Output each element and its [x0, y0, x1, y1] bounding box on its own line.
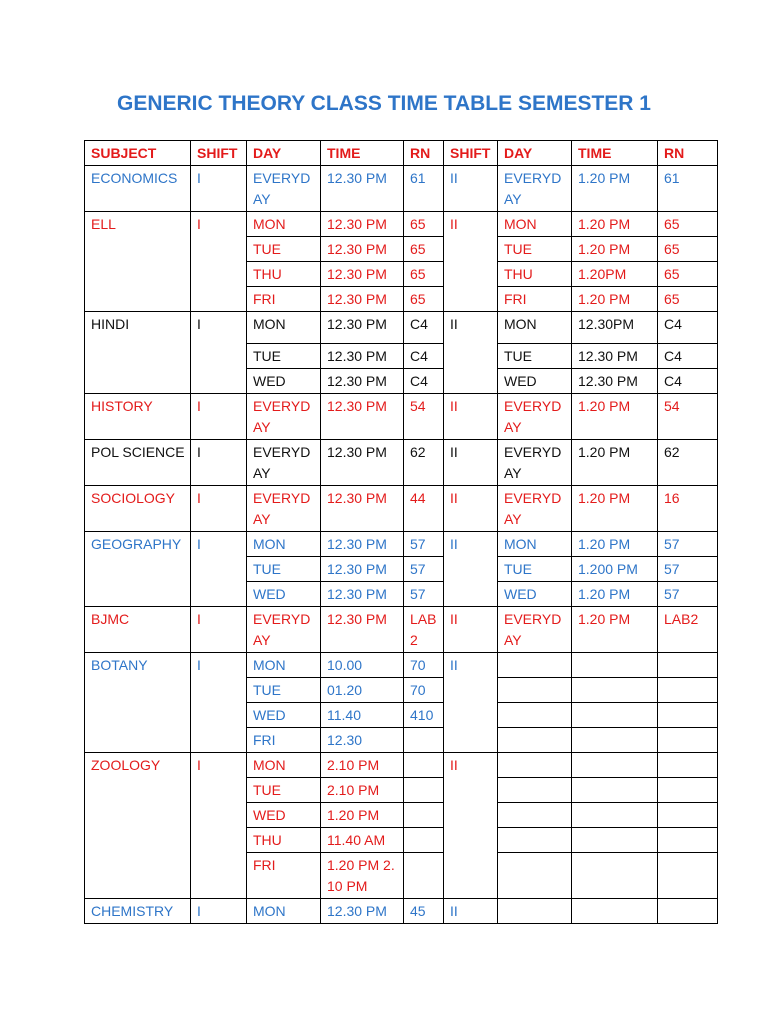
- time-cell: 12.30 PM: [321, 394, 404, 440]
- subject-cell: HISTORY: [85, 394, 191, 440]
- time-cell: 12.30 PM: [321, 369, 404, 394]
- subject-cell: BOTANY: [85, 653, 191, 753]
- day-2-cell: EVERYDAY: [498, 486, 572, 532]
- day-cell: WED: [247, 369, 321, 394]
- day-2-cell: [498, 728, 572, 753]
- rn-2-cell: [658, 853, 718, 899]
- time-cell: 12.30 PM: [321, 582, 404, 607]
- table-row: [85, 899, 718, 924]
- time-2-cell: 1.20 PM: [572, 440, 658, 486]
- rn-cell: 65: [404, 262, 444, 287]
- rn-cell: [404, 753, 444, 778]
- table-row: [85, 653, 718, 678]
- day-cell: FRI: [247, 287, 321, 312]
- day-cell: MON: [247, 899, 321, 924]
- rn-cell: 70: [404, 653, 444, 678]
- shift-cell: I: [191, 607, 247, 653]
- shift-cell: I: [191, 753, 247, 899]
- rn-2-cell: 62: [658, 440, 718, 486]
- time-cell: 12.30 PM: [321, 344, 404, 369]
- day-2-cell: [498, 828, 572, 853]
- time-2-cell: 1.20 PM: [572, 607, 658, 653]
- day-2-cell: FRI: [498, 287, 572, 312]
- day-cell: MON: [247, 532, 321, 557]
- shift-2-cell: II: [444, 212, 498, 312]
- rn-2-cell: [658, 778, 718, 803]
- day-2-cell: MON: [498, 532, 572, 557]
- rn-2-cell: [658, 803, 718, 828]
- day-cell: MON: [247, 753, 321, 778]
- header-day: DAY: [247, 141, 321, 166]
- time-2-cell: [572, 828, 658, 853]
- day-2-cell: MON: [498, 212, 572, 237]
- time-2-cell: 1.20 PM: [572, 394, 658, 440]
- day-2-cell: [498, 803, 572, 828]
- rn-2-cell: 54: [658, 394, 718, 440]
- time-cell: 12.30 PM: [321, 287, 404, 312]
- day-cell: EVERYDAY: [247, 440, 321, 486]
- shift-cell: I: [191, 440, 247, 486]
- shift-2-cell: II: [444, 394, 498, 440]
- day-cell: FRI: [247, 728, 321, 753]
- shift-cell: I: [191, 486, 247, 532]
- table-row: [85, 532, 718, 557]
- table-row: [85, 486, 718, 532]
- day-cell: TUE: [247, 557, 321, 582]
- shift-2-cell: II: [444, 312, 498, 394]
- page-title: GENERIC THEORY CLASS TIME TABLE SEMESTER 1: [116, 92, 651, 115]
- rn-cell: 65: [404, 212, 444, 237]
- time-cell: 12.30 PM: [321, 212, 404, 237]
- rn-2-cell: 61: [658, 166, 718, 212]
- time-2-cell: [572, 853, 658, 899]
- rn-cell: 54: [404, 394, 444, 440]
- day-cell: MON: [247, 212, 321, 237]
- rn-2-cell: 57: [658, 532, 718, 557]
- day-2-cell: THU: [498, 262, 572, 287]
- day-cell: EVERYDAY: [247, 486, 321, 532]
- shift-2-cell: II: [444, 440, 498, 486]
- time-2-cell: 12.30 PM: [572, 344, 658, 369]
- rn-cell: 65: [404, 237, 444, 262]
- rn-cell: 45: [404, 899, 444, 924]
- time-cell: 2.10 PM: [321, 778, 404, 803]
- day-2-cell: WED: [498, 369, 572, 394]
- day-cell: EVERYDAY: [247, 394, 321, 440]
- day-2-cell: EVERYDAY: [498, 394, 572, 440]
- day-2-cell: [498, 778, 572, 803]
- time-cell: 12.30 PM: [321, 532, 404, 557]
- rn-2-cell: [658, 653, 718, 678]
- rn-2-cell: C4: [658, 344, 718, 369]
- day-cell: MON: [247, 312, 321, 344]
- rn-cell: 410: [404, 703, 444, 728]
- shift-cell: I: [191, 653, 247, 753]
- rn-2-cell: 57: [658, 557, 718, 582]
- day-cell: WED: [247, 803, 321, 828]
- day-2-cell: [498, 678, 572, 703]
- subject-cell: CHEMISTRY: [85, 899, 191, 924]
- rn-cell: 57: [404, 557, 444, 582]
- subject-cell: ECONOMICS: [85, 166, 191, 212]
- shift-cell: I: [191, 394, 247, 440]
- day-cell: TUE: [247, 237, 321, 262]
- table-row: [85, 166, 718, 212]
- day-cell: WED: [247, 582, 321, 607]
- day-2-cell: EVERYDAY: [498, 166, 572, 212]
- header-time: TIME: [321, 141, 404, 166]
- shift-2-cell: II: [444, 532, 498, 607]
- rn-cell: 61: [404, 166, 444, 212]
- rn-cell: LAB2: [404, 607, 444, 653]
- time-cell: 12.30 PM: [321, 557, 404, 582]
- time-cell: 12.30 PM: [321, 262, 404, 287]
- shift-2-cell: II: [444, 653, 498, 753]
- rn-2-cell: [658, 828, 718, 853]
- time-cell: 12.30 PM: [321, 899, 404, 924]
- time-2-cell: [572, 728, 658, 753]
- day-2-cell: EVERYDAY: [498, 440, 572, 486]
- rn-2-cell: 57: [658, 582, 718, 607]
- time-2-cell: [572, 899, 658, 924]
- timetable: [84, 140, 718, 924]
- table-row: [85, 212, 718, 237]
- timetable-body: [85, 166, 718, 924]
- time-cell: 11.40: [321, 703, 404, 728]
- time-cell: 2.10 PM: [321, 753, 404, 778]
- time-cell: 12.30 PM: [321, 237, 404, 262]
- rn-2-cell: 65: [658, 287, 718, 312]
- day-2-cell: WED: [498, 582, 572, 607]
- header-time-2: TIME: [572, 141, 658, 166]
- day-2-cell: [498, 753, 572, 778]
- rn-cell: 70: [404, 678, 444, 703]
- shift-2-cell: II: [444, 607, 498, 653]
- day-2-cell: [498, 899, 572, 924]
- shift-cell: I: [191, 312, 247, 394]
- rn-2-cell: [658, 753, 718, 778]
- time-2-cell: 1.20 PM: [572, 212, 658, 237]
- time-cell: 01.20: [321, 678, 404, 703]
- time-2-cell: 1.20 PM: [572, 486, 658, 532]
- shift-cell: I: [191, 899, 247, 924]
- shift-cell: I: [191, 532, 247, 607]
- time-2-cell: 12.30 PM: [572, 369, 658, 394]
- subject-cell: GEOGRAPHY: [85, 532, 191, 607]
- rn-cell: C4: [404, 344, 444, 369]
- day-2-cell: MON: [498, 312, 572, 344]
- time-cell: 10.00: [321, 653, 404, 678]
- time-2-cell: 1.20 PM: [572, 532, 658, 557]
- time-cell: 12.30 PM: [321, 440, 404, 486]
- rn-2-cell: [658, 678, 718, 703]
- rn-cell: [404, 853, 444, 899]
- shift-2-cell: II: [444, 753, 498, 899]
- time-cell: 1.20 PM: [321, 803, 404, 828]
- rn-cell: [404, 828, 444, 853]
- rn-cell: [404, 778, 444, 803]
- day-2-cell: [498, 853, 572, 899]
- day-cell: TUE: [247, 778, 321, 803]
- day-2-cell: [498, 703, 572, 728]
- rn-cell: C4: [404, 312, 444, 344]
- time-cell: 11.40 AM: [321, 828, 404, 853]
- time-cell: 12.30 PM: [321, 486, 404, 532]
- rn-2-cell: LAB2: [658, 607, 718, 653]
- day-2-cell: TUE: [498, 557, 572, 582]
- shift-2-cell: II: [444, 486, 498, 532]
- time-cell: 12.30 PM: [321, 166, 404, 212]
- rn-2-cell: C4: [658, 312, 718, 344]
- shift-cell: I: [191, 212, 247, 312]
- shift-2-cell: II: [444, 899, 498, 924]
- day-2-cell: [498, 653, 572, 678]
- day-cell: THU: [247, 262, 321, 287]
- time-cell: 1.20 PM 2.10 PM: [321, 853, 404, 899]
- day-cell: MON: [247, 653, 321, 678]
- day-cell: TUE: [247, 678, 321, 703]
- table-row: [85, 312, 718, 344]
- time-2-cell: 12.30PM: [572, 312, 658, 344]
- header-shift-2: SHIFT: [444, 141, 498, 166]
- time-cell: 12.30 PM: [321, 607, 404, 653]
- day-cell: EVERYDAY: [247, 166, 321, 212]
- rn-cell: [404, 728, 444, 753]
- rn-cell: 44: [404, 486, 444, 532]
- time-2-cell: [572, 653, 658, 678]
- day-2-cell: EVERYDAY: [498, 607, 572, 653]
- subject-cell: HINDI: [85, 312, 191, 394]
- table-row: [85, 440, 718, 486]
- rn-cell: 57: [404, 582, 444, 607]
- rn-cell: [404, 803, 444, 828]
- rn-cell: 62: [404, 440, 444, 486]
- table-row: [85, 607, 718, 653]
- time-2-cell: 1.20 PM: [572, 582, 658, 607]
- time-2-cell: 1.20 PM: [572, 166, 658, 212]
- header-row: [85, 141, 718, 166]
- rn-2-cell: [658, 899, 718, 924]
- time-2-cell: [572, 803, 658, 828]
- day-cell: FRI: [247, 853, 321, 899]
- subject-cell: ELL: [85, 212, 191, 312]
- time-2-cell: 1.200 PM: [572, 557, 658, 582]
- time-2-cell: 1.20 PM: [572, 237, 658, 262]
- rn-2-cell: 65: [658, 212, 718, 237]
- rn-2-cell: C4: [658, 369, 718, 394]
- day-cell: EVERYDAY: [247, 607, 321, 653]
- day-cell: TUE: [247, 344, 321, 369]
- day-cell: THU: [247, 828, 321, 853]
- header-shift: SHIFT: [191, 141, 247, 166]
- header-rn: RN: [404, 141, 444, 166]
- day-cell: WED: [247, 703, 321, 728]
- table-row: [85, 394, 718, 440]
- time-cell: 12.30 PM: [321, 312, 404, 344]
- header-day-2: DAY: [498, 141, 572, 166]
- subject-cell: SOCIOLOGY: [85, 486, 191, 532]
- day-2-cell: TUE: [498, 237, 572, 262]
- day-2-cell: TUE: [498, 344, 572, 369]
- rn-2-cell: 16: [658, 486, 718, 532]
- time-2-cell: [572, 778, 658, 803]
- time-2-cell: [572, 753, 658, 778]
- table-row: [85, 753, 718, 778]
- subject-cell: BJMC: [85, 607, 191, 653]
- header-rn-2: RN: [658, 141, 718, 166]
- rn-cell: 57: [404, 532, 444, 557]
- header-subject: SUBJECT: [85, 141, 191, 166]
- rn-cell: 65: [404, 287, 444, 312]
- subject-cell: ZOOLOGY: [85, 753, 191, 899]
- shift-2-cell: II: [444, 166, 498, 212]
- subject-cell: POL SCIENCE: [85, 440, 191, 486]
- rn-2-cell: 65: [658, 237, 718, 262]
- time-2-cell: 1.20 PM: [572, 287, 658, 312]
- time-cell: 12.30: [321, 728, 404, 753]
- shift-cell: I: [191, 166, 247, 212]
- rn-2-cell: 65: [658, 262, 718, 287]
- rn-2-cell: [658, 703, 718, 728]
- time-2-cell: [572, 703, 658, 728]
- time-2-cell: 1.20PM: [572, 262, 658, 287]
- rn-cell: C4: [404, 369, 444, 394]
- time-2-cell: [572, 678, 658, 703]
- rn-2-cell: [658, 728, 718, 753]
